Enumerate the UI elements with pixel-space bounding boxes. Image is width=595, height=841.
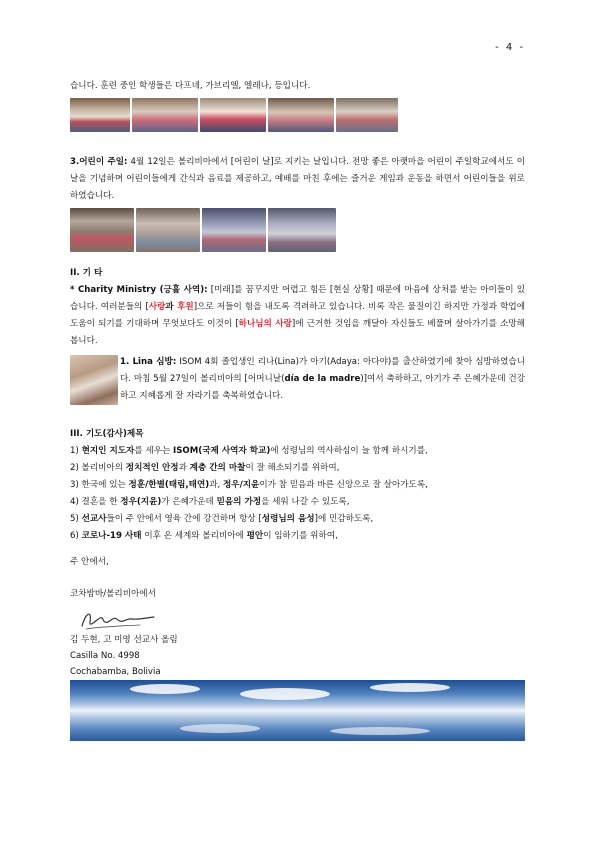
cloud-reflection: [180, 724, 260, 733]
training-photo: [70, 98, 130, 132]
salt-flat-landscape-image: [70, 680, 525, 741]
cloud: [240, 688, 330, 700]
childrens-day-photo: [70, 208, 134, 252]
prayer-item-emphasis: 코로나-19 사태: [81, 531, 142, 541]
closing-in-lord: 주 안에서,: [70, 557, 109, 567]
prayer-item-emphasis: 계층 간의 마찰: [189, 463, 246, 473]
prayer-item-emphasis: 성령님의 음성: [261, 514, 315, 524]
closing-from: 코차밤바/볼리비아에서: [70, 589, 156, 599]
prayer-item: [70, 528, 525, 545]
charity-support: 후원: [177, 302, 194, 312]
prayer-item-emphasis: 믿음의 가정: [216, 497, 262, 507]
prayer-item-text: 3) 한국에 있는: [70, 480, 129, 490]
prayer-item-text: 에 성령님의 역사하심이 늘 함께 하시기를,: [270, 446, 428, 456]
training-photo-strip: [70, 98, 398, 132]
prayer-item-text: 6): [70, 531, 82, 541]
section-3-title: III. 기도(감사)제목: [70, 429, 144, 439]
charity-heading: * Charity Ministry (긍휼 사역):: [70, 285, 208, 295]
prayer-item-emphasis: 정우/지윤: [222, 480, 260, 490]
lina-text: )]여서 축하하고, 아기가 주 은혜가운데 건강하고 지혜롭게 잘 자라기를 축복하였습니다.: [120, 374, 525, 401]
charity-text: ]에 근거한 것임을 깨달아 자신들도 베풀며 살아가기를 소망해 봅니다.: [70, 319, 525, 346]
prayer-item-text: 이후 온 세계와 볼리비아에: [141, 531, 247, 541]
charity-text: ]으로 저들이 힘을 내도록 격려하고 있습니다. 비록 작은 물질이긴 하지만 가정과 학업에 도움이 되기를 기대하며 무엇보다도 이것이 [: [70, 302, 525, 329]
charity-text: [미래]를 꿈꾸지만 어렵고 힘든 [현실 상황] 때문에 마음에 상처를 받는 아이들이 있습니다. 여러분들의 [: [70, 285, 526, 312]
closing-city: Cochabamba, Bolivia: [70, 667, 161, 677]
prayer-item-text: 들이 주 안에서 영육 간에 강건하며 항상 [: [106, 514, 262, 524]
cloud: [370, 683, 450, 692]
charity-love: 사랑: [148, 302, 166, 312]
prayer-item-text: 2) 볼리비아의: [70, 463, 126, 473]
prayer-item-text: 가 은혜가운데: [161, 497, 217, 507]
prayer-item: [70, 460, 525, 477]
page-number: - 4 -: [495, 42, 525, 53]
childrens-day-body: 4월 12일은 볼리비아에서 [어린이 날]로 지키는 날입니다. 전망 좋은 아랫마을 어린이 주일학교에서도 이 날을 기념하며 어린이들에게 간식과 음료를 제공하고, 예배를 마친 후에는 즐거운 게임과 운동을 하면서 어린이들을 위로하였습니다.: [70, 157, 525, 201]
prayer-item-text: 4) 결혼을 한: [70, 497, 121, 507]
prayer-item-emphasis: ISOM(국제 사역자 학교): [173, 446, 271, 456]
lina-visit-photo: [70, 355, 118, 405]
section-2-title: II. 기 타: [70, 268, 103, 278]
prayer-item: [70, 443, 525, 460]
lina-paragraph: [120, 354, 525, 405]
prayer-item-emphasis: 정우(지윤): [120, 497, 162, 507]
childrens-day-photo-strip: [70, 208, 336, 252]
handwritten-signature: [78, 608, 158, 634]
childrens-day-photo: [136, 208, 200, 252]
training-photo: [268, 98, 334, 132]
prayer-item-emphasis: 정치적인 안정: [125, 463, 179, 473]
prayer-item-text: 1): [70, 446, 82, 456]
charity-paragraph: [70, 282, 525, 350]
prayer-item-text: 를 세우는: [134, 446, 174, 456]
prayer-item-emphasis: 평안: [246, 531, 264, 541]
training-photo: [336, 98, 398, 132]
lina-heading: 1. Lina 심방:: [120, 357, 177, 367]
cloud-reflection: [330, 727, 430, 735]
prayer-item-text: 이 잘 해소되기를 위하여,: [245, 463, 340, 473]
prayer-item-emphasis: 현지인 지도자: [81, 446, 135, 456]
prayer-item-text: 이가 참 믿음과 바른 신앙으로 잘 살아가도록,: [259, 480, 428, 490]
childrens-day-heading: 3.어린이 주일:: [70, 157, 128, 167]
closing-names: 김 두현, 고 미영 선교사 올림: [70, 635, 178, 645]
training-photo: [132, 98, 198, 132]
prayer-item-emphasis: 정훈/한별(태림,태연): [128, 480, 210, 490]
lina-text: ISOM 4회 졸업생인 리나(Lina)가 아기(Adaya: 아다야)를 출산하였기에 찾아 심방하였습니다. 마침 5월 27일이 볼리비아의 [어머니날(: [120, 357, 526, 384]
closing-po-box: Casilla No. 4998: [70, 651, 140, 661]
prayer-item: [70, 511, 525, 528]
childrens-day-photo: [268, 208, 336, 252]
charity-gods-love: 하나님의 사랑: [238, 319, 292, 329]
lina-mothers-day: día de la madre: [284, 374, 361, 384]
prayer-item-text: 을 세워 나갈 수 있도록,: [261, 497, 350, 507]
prayer-item-text: 과: [178, 463, 190, 473]
prayer-item-text: ]에 민감하도록,: [314, 514, 374, 524]
prayer-item-text: 5): [70, 514, 82, 524]
training-photo: [200, 98, 266, 132]
charity-and: 과: [165, 302, 178, 312]
prayer-item-text: 과,: [209, 480, 223, 490]
prayer-item: [70, 494, 525, 511]
prayer-item: [70, 477, 525, 494]
prayer-item-text: 이 임하기를 위하여,: [263, 531, 338, 541]
prayer-item-emphasis: 선교사: [81, 514, 107, 524]
childrens-day-paragraph: [70, 154, 525, 205]
childrens-day-photo: [202, 208, 266, 252]
intro-line: 습니다. 훈련 중인 학생들은 다프네, 가브리엘, 엘레나, 등입니다.: [70, 81, 311, 91]
cloud: [130, 684, 200, 694]
